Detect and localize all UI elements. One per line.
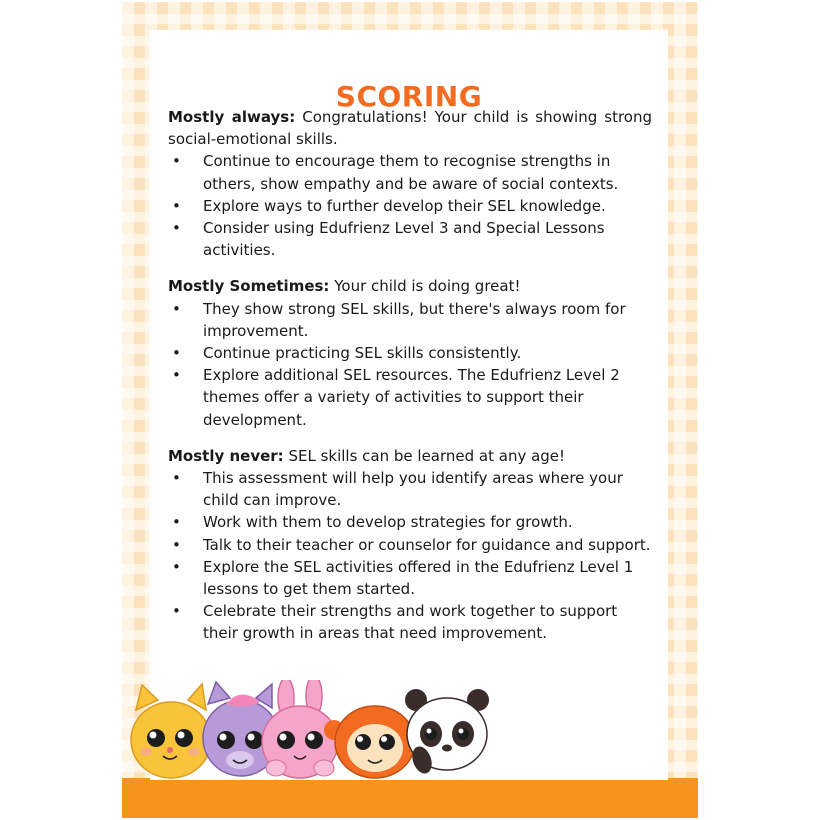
list-item: • Explore additional SEL resources. The Edufrienz Level 2 themes offer a variety of activities to support their development. — [168, 364, 652, 431]
section-heading: Mostly never: — [168, 446, 284, 465]
section-intro — [168, 275, 652, 297]
section-heading: Mostly Sometimes: — [168, 277, 330, 296]
section-mostly-always — [168, 106, 652, 261]
list-item: • Work with them to develop strategies for growth. — [168, 511, 652, 533]
list-item: • Celebrate their strengths and work together to support their growth in areas that need improvement. — [168, 600, 652, 644]
section-intro — [168, 445, 652, 467]
section-intro-text: Congratulations! Your child is showing strong social-emotional skills. — [168, 108, 652, 149]
bullet-list — [168, 467, 652, 645]
section-intro-text: Your child is doing great! — [334, 277, 521, 296]
mascot-group — [126, 680, 496, 780]
scoring-content — [168, 106, 652, 659]
list-item: • They show strong SEL skills, but there's always room for improvement. — [168, 298, 652, 342]
section-mostly-never — [168, 445, 652, 645]
section-intro — [168, 106, 652, 150]
section-mostly-sometimes — [168, 275, 652, 430]
list-item: • Consider using Edufrienz Level 3 and Special Lessons activities. — [168, 217, 652, 261]
list-item: • Talk to their teacher or counselor for guidance and support. — [168, 534, 652, 556]
list-item: • Explore ways to further develop their SEL knowledge. — [168, 195, 652, 217]
panda-mascot-icon — [405, 689, 489, 776]
cat-mascot-icon — [131, 684, 211, 778]
section-intro-text: SEL skills can be learned at any age! — [288, 446, 566, 465]
list-item: • This assessment will help you identify areas where your child can improve. — [168, 467, 652, 511]
list-item: • Continue practicing SEL skills consistently. — [168, 342, 652, 364]
page-title: SCORING — [335, 80, 483, 113]
list-item: • Explore the SEL activities offered in the Edufrienz Level 1 lessons to get them started. — [168, 556, 652, 600]
bullet-list — [168, 298, 652, 431]
bullet-list — [168, 150, 652, 261]
scoring-card — [150, 30, 668, 780]
section-heading: Mostly always: — [168, 108, 296, 126]
list-item: • Continue to encourage them to recognise strengths in others, show empathy and be aware of social contexts. — [168, 150, 652, 194]
footer-band — [122, 778, 698, 818]
